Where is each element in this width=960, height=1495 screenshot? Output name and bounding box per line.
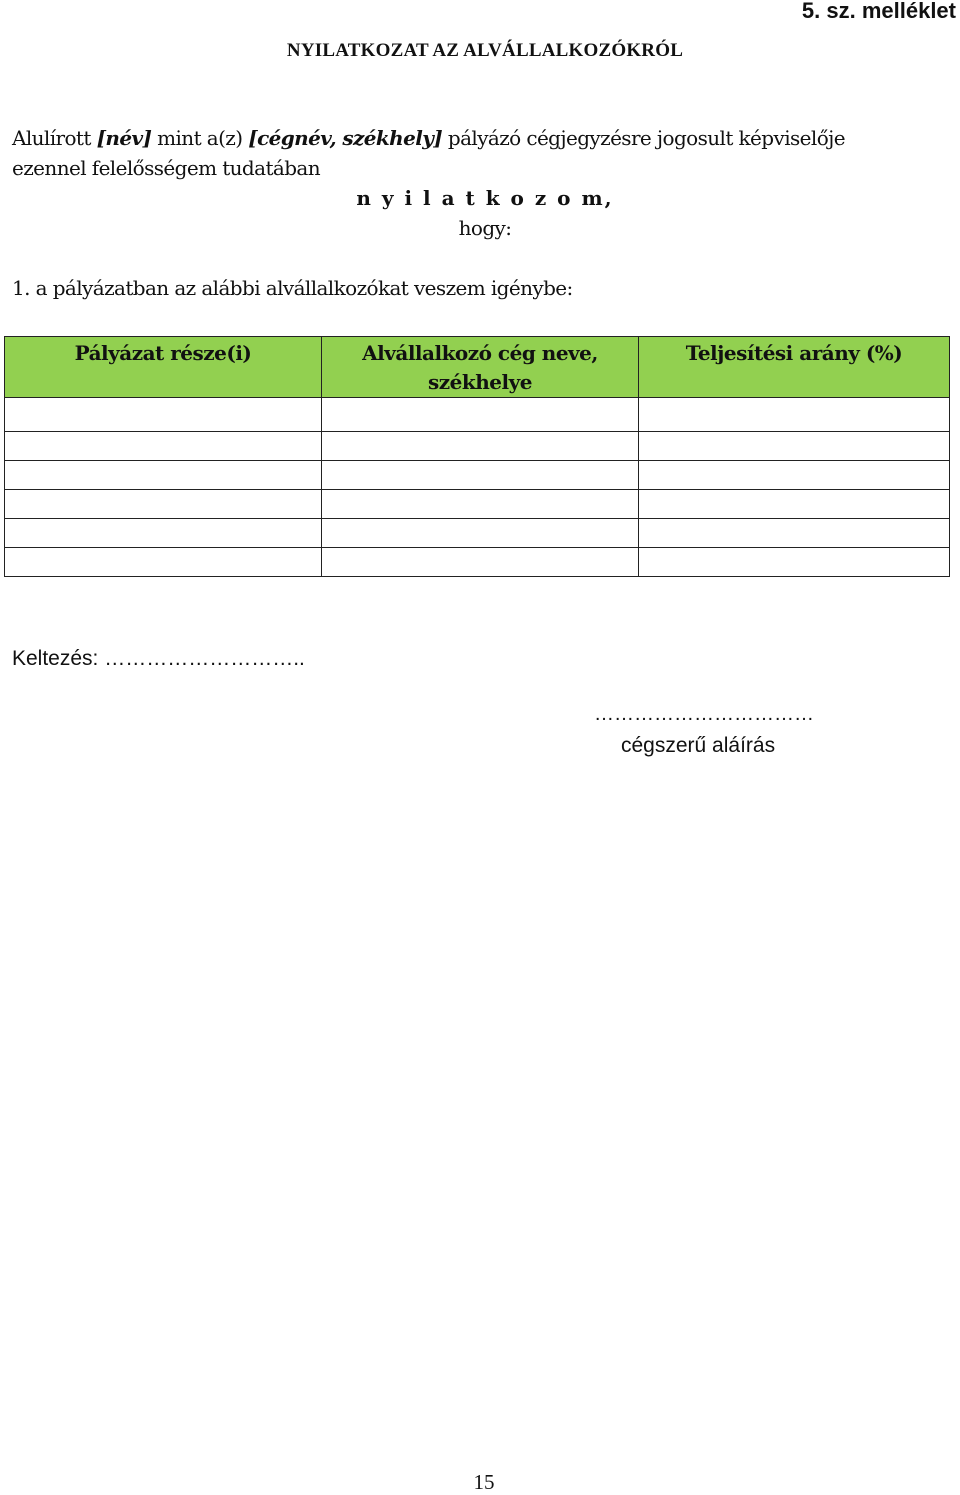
table-row <box>5 490 950 519</box>
header-cell-part: Pályázat része(i) <box>5 337 322 398</box>
table-row <box>5 461 950 490</box>
intro-line-2: ezennel felelősségem tudatában <box>12 156 321 180</box>
table-cell[interactable] <box>639 398 950 432</box>
table-row <box>5 398 950 432</box>
table-row <box>5 432 950 461</box>
table-cell[interactable] <box>639 490 950 519</box>
intro-text-start: Alulírott <box>12 126 97 150</box>
signature-line: …………………………… <box>594 703 814 725</box>
document-title: NYILATKOZAT AZ ALVÁLLALKOZÓKRÓL <box>286 40 684 61</box>
table-cell[interactable] <box>639 548 950 577</box>
table-cell[interactable] <box>639 519 950 548</box>
item-1-text: 1. a pályázatban az alábbi alvállalkozókat veszem igénybe: <box>12 276 573 300</box>
table-cell[interactable] <box>322 490 639 519</box>
table-cell[interactable] <box>5 490 322 519</box>
intro-line-1 <box>12 126 845 150</box>
table-cell[interactable] <box>5 432 322 461</box>
table-cell[interactable] <box>5 461 322 490</box>
declaration-hogy: hogy: <box>458 216 512 240</box>
table-cell[interactable] <box>322 461 639 490</box>
company-placeholder: [cégnév, székhely] <box>248 126 443 150</box>
table-cell[interactable] <box>5 398 322 432</box>
table-cell[interactable] <box>5 548 322 577</box>
table-cell[interactable] <box>322 398 639 432</box>
table-cell[interactable] <box>322 519 639 548</box>
subcontractor-table <box>4 336 950 577</box>
table-cell[interactable] <box>322 432 639 461</box>
date-label: Keltezés: ……………………….. <box>12 647 305 670</box>
table-cell[interactable] <box>5 519 322 548</box>
page-number: 15 <box>473 1470 495 1494</box>
intro-text-end: pályázó cégjegyzésre jogosult képviselője <box>442 126 845 150</box>
table-row <box>5 548 950 577</box>
table-cell[interactable] <box>322 548 639 577</box>
declaration-word: n y i l a t k o z o m, <box>356 186 614 210</box>
name-placeholder: [név] <box>96 126 152 150</box>
intro-text-mid: mint a(z) <box>151 126 249 150</box>
table-cell[interactable] <box>639 461 950 490</box>
table-row <box>5 519 950 548</box>
table-cell[interactable] <box>639 432 950 461</box>
signature-label: cégszerű aláírás <box>621 734 776 757</box>
table-header-row <box>5 337 950 398</box>
header-cell-subcontractor: Alvállalkozó cég neve, székhelye <box>322 337 639 398</box>
annex-label: 5. sz. melléklet <box>801 0 956 23</box>
header-cell-ratio: Teljesítési arány (%) <box>639 337 950 398</box>
